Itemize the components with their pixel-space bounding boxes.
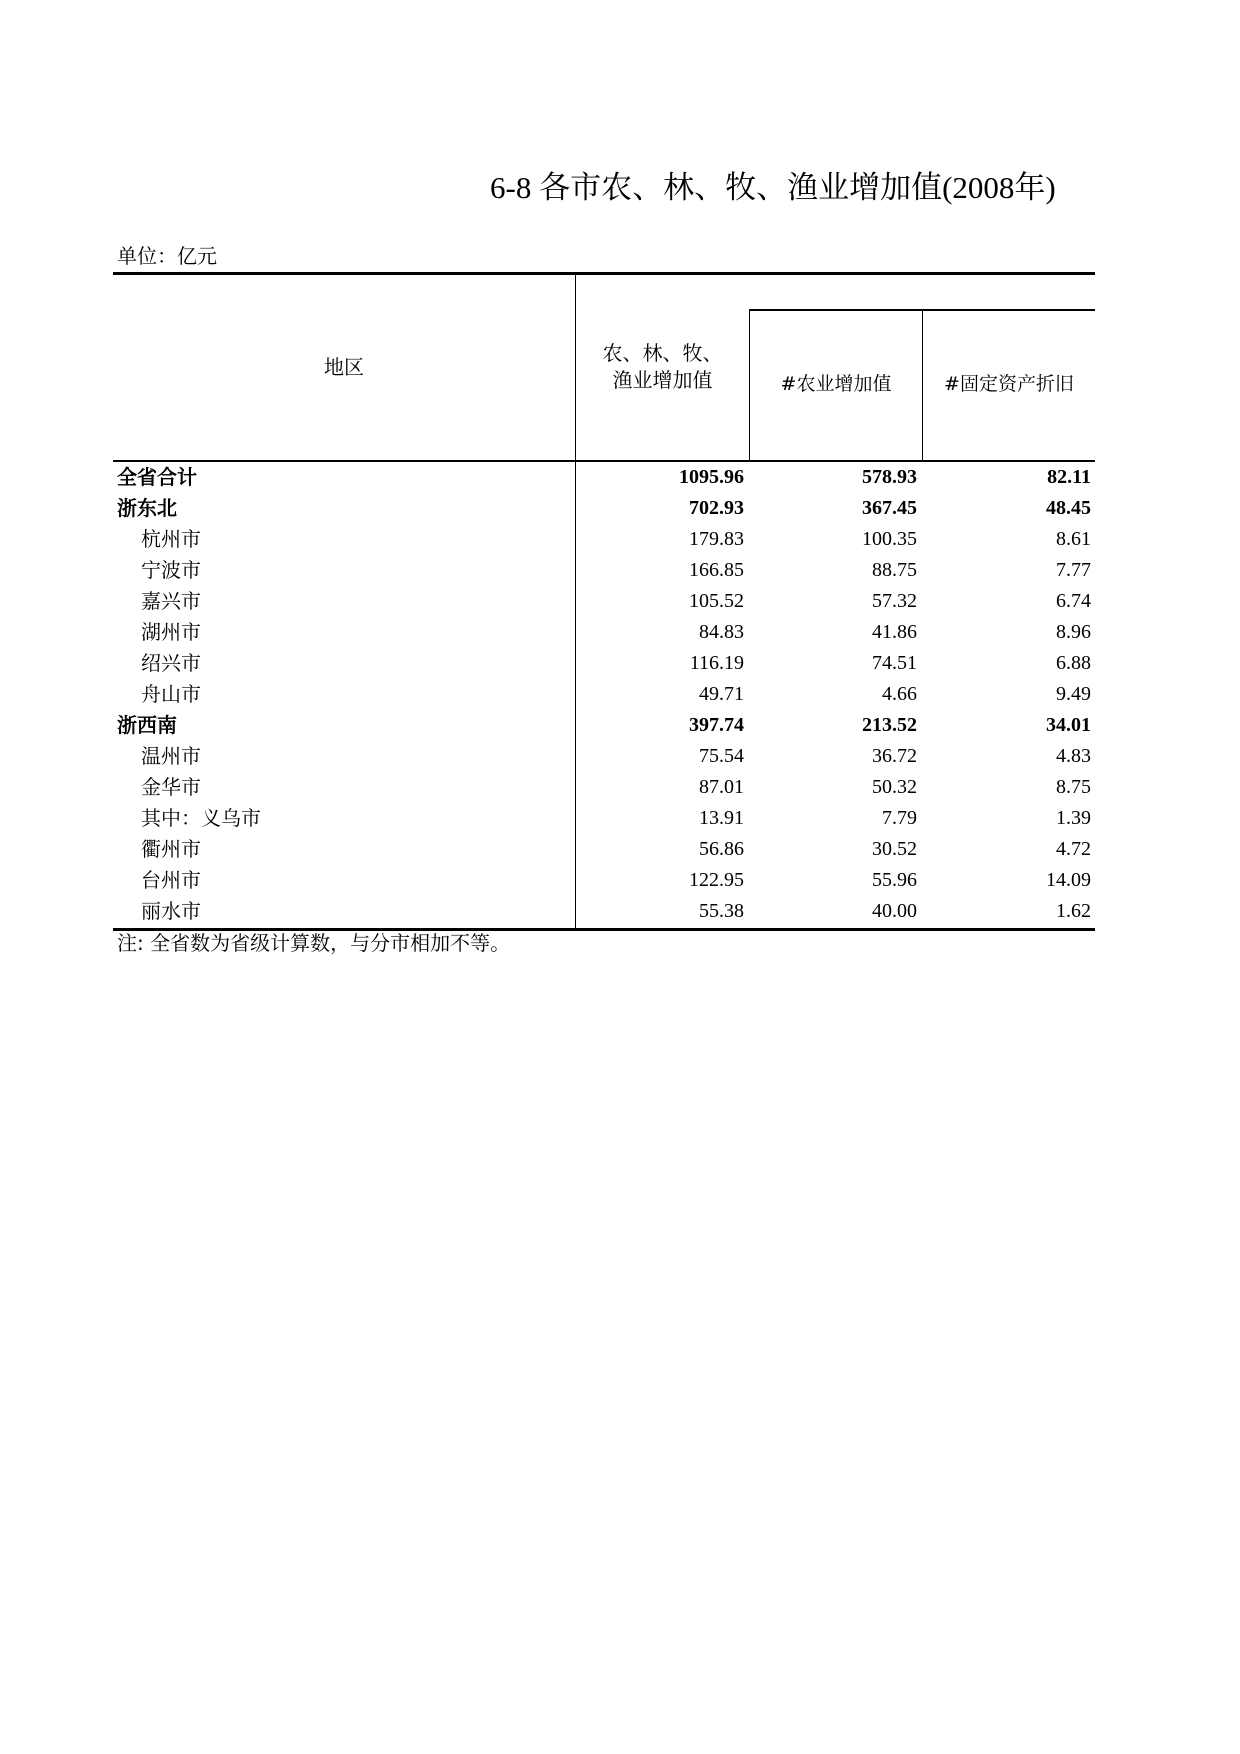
table-row [113, 864, 1095, 895]
row-region: 金华市 [141, 775, 201, 799]
row-total: 55.38 [699, 900, 744, 922]
row-total: 179.83 [689, 528, 744, 550]
row-region: 舟山市 [141, 682, 201, 706]
table-row [113, 709, 1095, 740]
row-depreciation: 14.09 [1046, 869, 1091, 891]
table-row [113, 678, 1095, 709]
row-region: 丽水市 [141, 899, 201, 923]
row-depreciation: 1.39 [1056, 807, 1091, 829]
unit-label: 单位：亿元 [117, 244, 217, 268]
row-total: 122.95 [689, 869, 744, 891]
header-total-line2: 渔业增加值 [612, 368, 713, 392]
table-row [113, 523, 1095, 554]
row-agriculture: 40.00 [872, 900, 917, 922]
table-row [113, 740, 1095, 771]
row-total: 1095.96 [679, 466, 744, 488]
row-agriculture: 213.52 [862, 714, 917, 736]
row-depreciation: 8.61 [1056, 528, 1091, 550]
row-region: 全省合计 [117, 465, 197, 489]
row-region: 台州市 [141, 868, 201, 892]
row-region: 杭州市 [141, 527, 201, 551]
table-row [113, 492, 1095, 523]
row-depreciation: 8.75 [1056, 776, 1091, 798]
row-total: 397.74 [689, 714, 744, 736]
row-total: 75.54 [699, 745, 744, 767]
header-agriculture: #农业增加值 [780, 373, 892, 395]
row-region: 浙东北 [117, 496, 177, 520]
table-top-rule [113, 272, 1095, 275]
row-depreciation: 8.96 [1056, 621, 1091, 643]
row-total: 84.83 [699, 621, 744, 643]
row-agriculture: 55.96 [872, 869, 917, 891]
row-total: 702.93 [689, 497, 744, 519]
row-total: 87.01 [699, 776, 744, 798]
row-total: 56.86 [699, 838, 744, 860]
table-row [113, 616, 1095, 647]
header-region: 地区 [324, 355, 364, 379]
row-agriculture: 367.45 [862, 497, 917, 519]
row-region: 衢州市 [141, 837, 201, 861]
row-agriculture: 41.86 [872, 621, 917, 643]
row-total: 166.85 [689, 559, 744, 581]
table-row [113, 802, 1095, 833]
row-depreciation: 1.62 [1056, 900, 1091, 922]
row-region: 浙西南 [117, 713, 177, 737]
footnote: 注: 全省数为省级计算数，与分市相加不等。 [117, 931, 511, 955]
row-agriculture: 88.75 [872, 559, 917, 581]
row-agriculture: 100.35 [862, 528, 917, 550]
header-total-line1: 农、林、牧、 [602, 341, 723, 365]
row-total: 116.19 [689, 652, 744, 674]
row-depreciation: 6.88 [1056, 652, 1091, 674]
row-depreciation: 4.83 [1056, 745, 1091, 767]
row-agriculture: 36.72 [872, 745, 917, 767]
row-region: 其中：义乌市 [141, 806, 261, 830]
row-region: 绍兴市 [141, 651, 201, 675]
row-agriculture: 57.32 [872, 590, 917, 612]
row-depreciation: 82.11 [1047, 466, 1091, 488]
row-depreciation: 4.72 [1056, 838, 1091, 860]
row-agriculture: 50.32 [872, 776, 917, 798]
row-depreciation: 34.01 [1046, 714, 1091, 736]
row-agriculture: 7.79 [882, 807, 917, 829]
row-total: 105.52 [689, 590, 744, 612]
row-total: 13.91 [699, 807, 744, 829]
page-title: 6-8 各市农、林、牧、渔业增加值(2008年) [490, 170, 1056, 205]
row-region: 宁波市 [141, 558, 201, 582]
table-row [113, 647, 1095, 678]
row-depreciation: 48.45 [1046, 497, 1091, 519]
table-row [113, 585, 1095, 616]
row-region: 温州市 [141, 744, 201, 768]
row-agriculture: 30.52 [872, 838, 917, 860]
row-depreciation: 7.77 [1056, 559, 1091, 581]
row-total: 49.71 [699, 683, 744, 705]
row-agriculture: 578.93 [862, 466, 917, 488]
table-row [113, 833, 1095, 864]
row-agriculture: 4.66 [882, 683, 917, 705]
table-row [113, 461, 1095, 492]
row-region: 湖州市 [141, 620, 201, 644]
row-region: 嘉兴市 [141, 589, 201, 613]
row-depreciation: 6.74 [1056, 590, 1091, 612]
header-depreciation: #固定资产折旧 [944, 373, 1074, 395]
table-row [113, 771, 1095, 802]
row-depreciation: 9.49 [1056, 683, 1091, 705]
table-row [113, 895, 1095, 926]
row-agriculture: 74.51 [872, 652, 917, 674]
table-row [113, 554, 1095, 585]
